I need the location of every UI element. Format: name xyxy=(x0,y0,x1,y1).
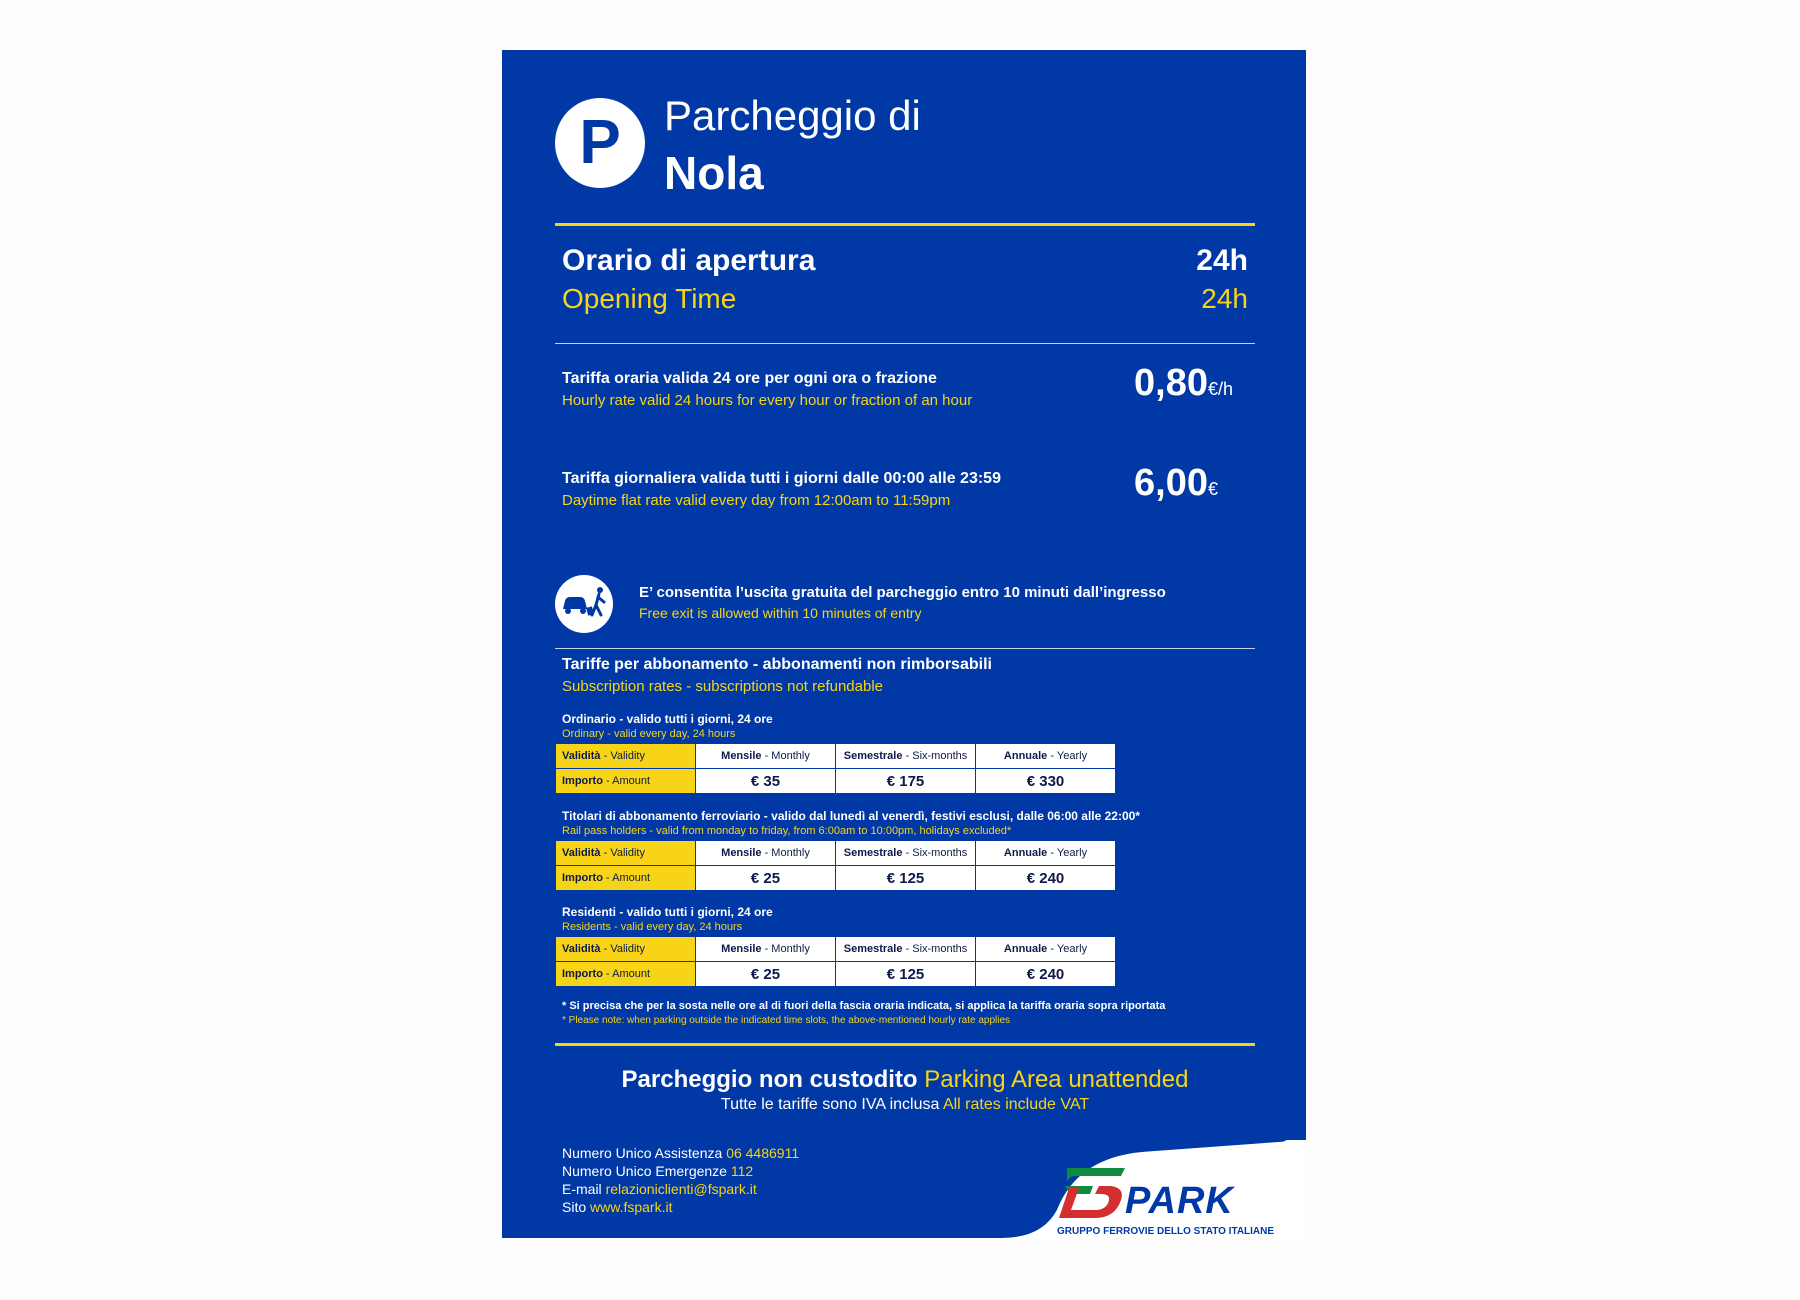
yearly-amount: € 240 xyxy=(976,866,1116,891)
group-title-en: Rail pass holders - valid from monday to friday, from 6:00am to 10:00pm, holidays excluded* xyxy=(562,825,1012,837)
note-en: * Please note: when parking outside the indicated time slots, the above-mentioned hourly rate applies xyxy=(562,1015,1011,1026)
amount-label: Importo - Amount xyxy=(556,866,696,891)
hourly-label-en: Hourly rate valid 24 hours for every hour or fraction of an hour xyxy=(562,392,973,409)
opening-value-en: 24h xyxy=(1201,283,1248,314)
contact-assistance: Numero Unico Assistenza 06 4486911 xyxy=(562,1145,800,1161)
note-it: * Si precisa che per la sosta nelle ore al di fuori della fascia oraria indicata, si applica la tariffa oraria sopra riportata xyxy=(562,1000,1166,1012)
contacts xyxy=(562,1144,799,1216)
unattended-it: Parcheggio non custodito xyxy=(621,1066,918,1093)
semester-amount: € 125 xyxy=(836,866,976,891)
daily-label-it: Tariffa giornaliera valida tutti i giorni dalle 00:00 alle 23:59 xyxy=(562,470,1001,487)
subscriptions-title-en: Subscription rates - subscriptions not refundable xyxy=(562,678,884,695)
table-row xyxy=(556,769,1116,794)
group-title-en: Residents - valid every day, 24 hours xyxy=(562,921,743,933)
fs-park-logo xyxy=(1055,1160,1295,1240)
table-row xyxy=(556,866,1116,891)
validity-label: Validità - Validity xyxy=(556,937,696,962)
monthly-amount: € 25 xyxy=(696,962,836,987)
free-exit-it: E’ consentita l’uscita gratuita del parcheggio entro 10 minuti dall’ingresso xyxy=(639,584,1166,601)
daily-price-unit: € xyxy=(1207,479,1218,499)
logo-brand: PARK xyxy=(1125,1180,1234,1222)
opening-label-it: Orario di apertura xyxy=(562,244,816,277)
table-row xyxy=(556,937,1116,962)
contact-website: Sito www.fspark.it xyxy=(562,1199,673,1215)
hourly-price-unit: €/h xyxy=(1207,379,1233,399)
group-title-en: Ordinary - valid every day, 24 hours xyxy=(562,728,736,740)
divider xyxy=(555,1043,1255,1046)
hourly-price-value: 0,80 xyxy=(1134,362,1208,404)
yearly-header: Annuale - Yearly xyxy=(976,744,1116,769)
opening-label-en: Opening Time xyxy=(562,283,737,314)
amount-label: Importo - Amount xyxy=(556,769,696,794)
contact-email: E-mail relazioniclienti@fspark.it xyxy=(562,1181,757,1197)
svg-text:P: P xyxy=(579,108,621,177)
table-row xyxy=(556,962,1116,987)
group-title-it: Ordinario - valido tutti i giorni, 24 ore xyxy=(562,712,773,726)
unattended-en: Parking Area unattended xyxy=(924,1066,1189,1093)
divider xyxy=(555,343,1255,344)
yearly-header: Annuale - Yearly xyxy=(976,937,1116,962)
subscription-table xyxy=(555,936,1116,987)
semester-amount: € 175 xyxy=(836,769,976,794)
group-title-it: Titolari di abbonamento ferroviario - valido dal lunedì al venerdì, festivi esclusi, dalle 06:00 alle 22:00* xyxy=(562,809,1140,823)
vat-it: Tutte le tariffe sono IVA inclusa xyxy=(720,1096,940,1113)
subscriptions-title-it: Tariffe per abbonamento - abbonamenti non rimborsabili xyxy=(562,656,992,673)
semester-header: Semestrale - Six-months xyxy=(836,841,976,866)
fs-logo-icon xyxy=(1055,1160,1130,1220)
hourly-label-it: Tariffa oraria valida 24 ore per ogni ora o frazione xyxy=(562,370,937,387)
daily-price-value: 6,00 xyxy=(1134,462,1208,504)
car-pedestrian-icon xyxy=(555,575,613,633)
title-line1: Parcheggio di xyxy=(664,92,921,139)
hourly-price xyxy=(1134,362,1233,405)
contact-emergency: Numero Unico Emergenze 112 xyxy=(562,1163,754,1179)
vat-line xyxy=(555,1096,1255,1114)
vat-en: All rates include VAT xyxy=(942,1096,1090,1113)
semester-amount: € 125 xyxy=(836,962,976,987)
parking-sign-icon xyxy=(555,98,645,188)
monthly-amount: € 35 xyxy=(696,769,836,794)
subscription-table xyxy=(555,743,1116,794)
logo-subtitle: GRUPPO FERROVIE DELLO STATO ITALIANE xyxy=(1057,1226,1275,1237)
free-exit-en: Free exit is allowed within 10 minutes of entry xyxy=(639,605,922,621)
validity-label: Validità - Validity xyxy=(556,744,696,769)
subscription-table xyxy=(555,840,1116,891)
daily-label-en: Daytime flat rate valid every day from 12:00am to 11:59pm xyxy=(562,492,951,509)
daily-price xyxy=(1134,462,1218,505)
divider xyxy=(555,648,1255,649)
amount-label: Importo - Amount xyxy=(556,962,696,987)
table-row xyxy=(556,841,1116,866)
validity-label: Validità - Validity xyxy=(556,841,696,866)
table-row xyxy=(556,744,1116,769)
yearly-header: Annuale - Yearly xyxy=(976,841,1116,866)
yearly-amount: € 330 xyxy=(976,769,1116,794)
title-line2: Nola xyxy=(664,147,764,199)
semester-header: Semestrale - Six-months xyxy=(836,744,976,769)
semester-header: Semestrale - Six-months xyxy=(836,937,976,962)
monthly-header: Mensile - Monthly xyxy=(696,744,836,769)
monthly-header: Mensile - Monthly xyxy=(696,841,836,866)
parking-poster xyxy=(502,50,1306,1238)
unattended-line xyxy=(555,1066,1255,1094)
monthly-amount: € 25 xyxy=(696,866,836,891)
group-title-it: Residenti - valido tutti i giorni, 24 ore xyxy=(562,905,773,919)
divider xyxy=(555,223,1255,226)
monthly-header: Mensile - Monthly xyxy=(696,937,836,962)
yearly-amount: € 240 xyxy=(976,962,1116,987)
opening-value-it: 24h xyxy=(1196,244,1248,277)
